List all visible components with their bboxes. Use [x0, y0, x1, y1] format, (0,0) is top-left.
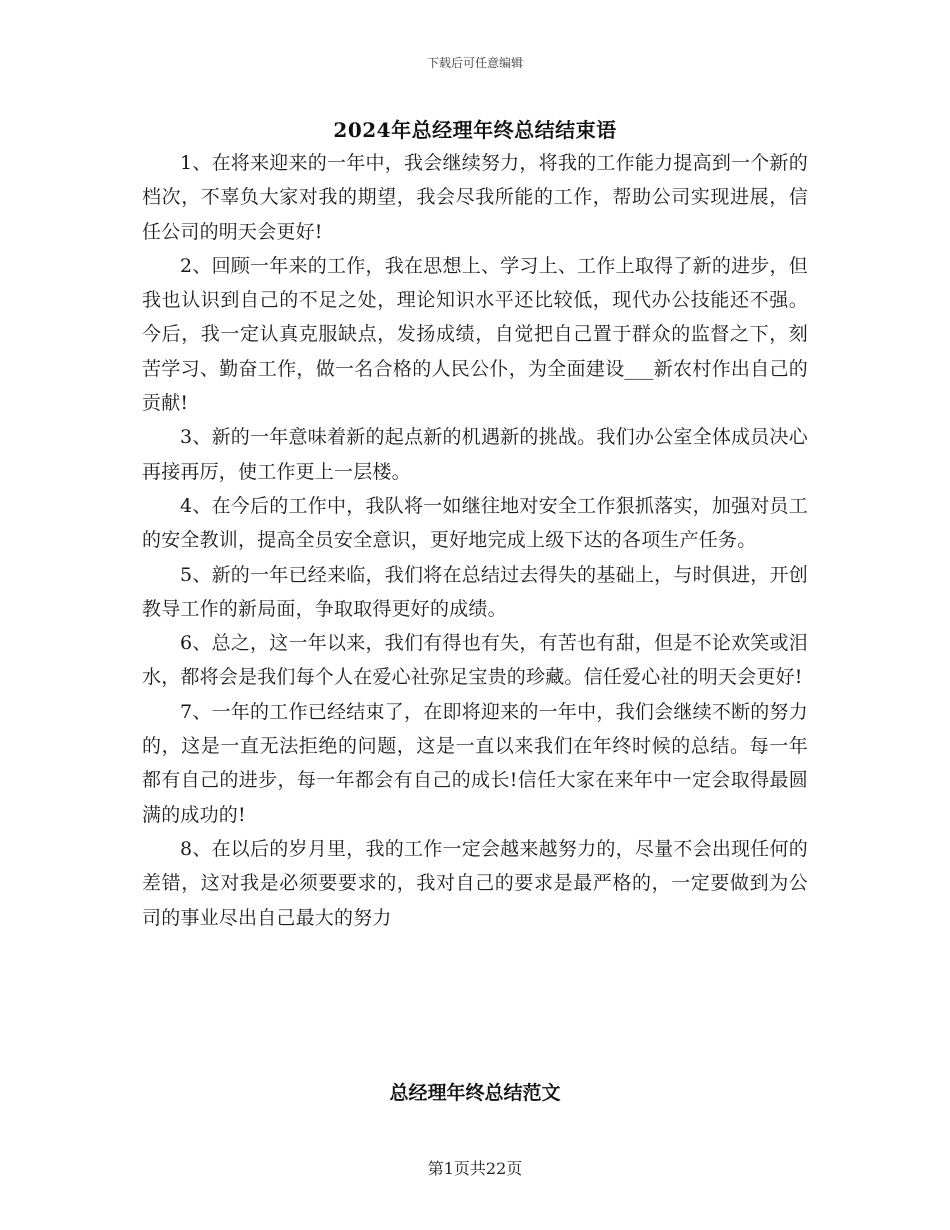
paragraph: 8、在以后的岁月里，我的工作一定会越来越努力的，尽量不会出现任何的差错，这对我是必须要要求的，我对自己的要求是最严格的，一定要做到为公司的事业尽出自己最大的努力 — [142, 837, 808, 929]
paragraph: 1、在将来迎来的一年中，我会继续努力，将我的工作能力提高到一个新的档次，不辜负大家对我的期望，我会尽我所能的工作，帮助公司实现进展，信任公司的明天会更好! — [142, 152, 808, 243]
document-title: 2024年总经理年终总结结束语 — [333, 118, 617, 142]
paragraph: 2、回顾一年来的工作，我在思想上、学习上、工作上取得了新的进步，但我也认识到自己的不足之处，理论知识水平还比较低，现代办公技能还不强。今后，我一定认真克服缺点，发扬成绩，自觉把自己置于群众的监督之下，刻苦学习、勤奋工作，做一名合格的人民公仆，为全面建设___新农村作出自己的贡献! — [142, 254, 808, 415]
paragraph: 3、新的一年意味着新的起点新的机遇新的挑战。我们办公室全体成员决心再接再厉，使工作更上一层楼。 — [142, 426, 808, 483]
paragraph: 7、一年的工作已经结束了，在即将迎来的一年中，我们会继续不断的努力的，这是一直无法拒绝的问题，这是一直以来我们在年终时候的总结。每一年都有自己的进步，每一年都会有自己的成长!信任大家在来年中一定会取得最圆满的成功的! — [142, 700, 808, 826]
paragraph: 4、在今后的工作中，我队将一如继往地对安全工作狠抓落实，加强对员工的安全教训，提高全员安全意识，更好地完成上级下达的各项生产任务。 — [142, 494, 808, 552]
document-body — [142, 146, 808, 935]
section-title: 总经理年终总结范文 — [389, 1082, 561, 1104]
page-number: 第1页共22页 — [427, 1159, 523, 1178]
header-note: 下载后可任意编辑 — [426, 56, 523, 70]
paragraph: 5、新的一年已经来临，我们将在总结过去得失的基础上，与时俱进，开创教导工作的新局面，争取取得更好的成绩。 — [142, 563, 808, 620]
paragraph: 6、总之，这一年以来，我们有得也有失，有苦也有甜，但是不论欢笑或泪水，都将会是我们每个人在爱心社弥足宝贵的珍藏。信任爱心社的明天会更好! — [142, 632, 808, 689]
